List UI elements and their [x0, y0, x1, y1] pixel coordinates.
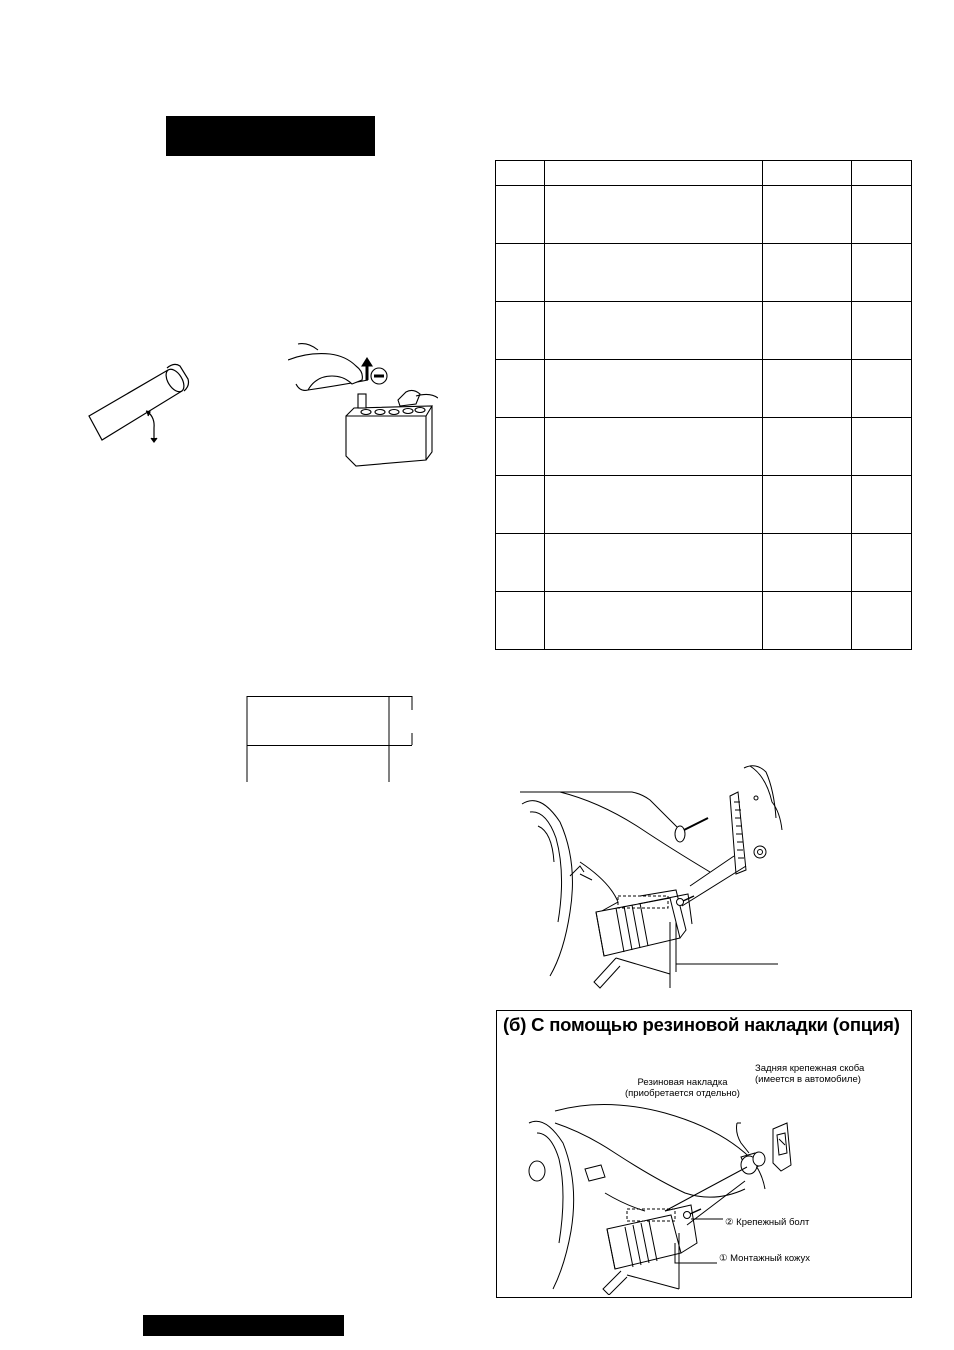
small-table [246, 696, 416, 786]
rubber-pad-label-line2: (приобретается отдельно) [625, 1088, 740, 1099]
fuse-illustration [82, 360, 202, 450]
parts-table-row [496, 592, 912, 650]
battery-disconnect-icon [288, 344, 438, 466]
fuse-icon [89, 364, 189, 442]
rubber-bushing-install-icon [515, 1093, 815, 1295]
footer-bar [143, 1315, 344, 1336]
parts-table-row [496, 302, 912, 360]
parts-table-row [496, 186, 912, 244]
install-illustration-a [520, 762, 790, 994]
rubber-bushing-panel [496, 1010, 912, 1298]
parts-table-header [496, 161, 912, 186]
section-header-bar [166, 116, 375, 156]
rear-bracket-label [755, 1063, 864, 1085]
parts-table-row [496, 476, 912, 534]
parts-table-row [496, 534, 912, 592]
dashboard-install-icon [520, 766, 782, 988]
rear-bracket-label-line1: Задняя крепежная скоба [755, 1063, 865, 1074]
parts-table-row [496, 244, 912, 302]
panel-title: (б) С помощью резиновой накладки (опция) [503, 1014, 900, 1035]
rear-bracket-label-line2: (имеется в автомобиле) [755, 1074, 861, 1085]
parts-table-row [496, 360, 912, 418]
parts-table [495, 160, 912, 650]
battery-illustration [288, 340, 438, 470]
parts-table-row [496, 418, 912, 476]
mounting-bolt-label: ② Крепежный болт [725, 1217, 810, 1228]
mounting-sleeve-label: ① Монтажный кожух [719, 1253, 811, 1264]
rubber-pad-label-line1: Резиновая накладка [637, 1077, 728, 1088]
